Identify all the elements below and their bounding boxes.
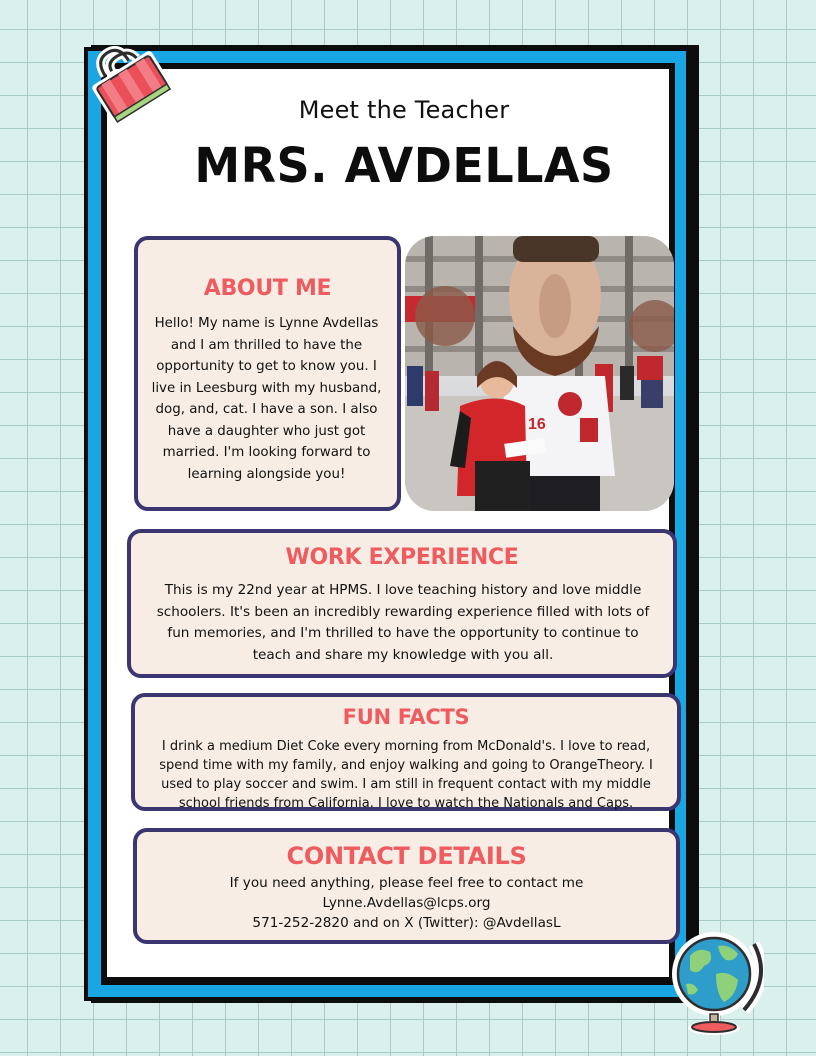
contact-details-heading: CONTACT DETAILS (286, 842, 527, 870)
binder-clip-icon (86, 40, 182, 136)
contact-line: If you need anything, please feel free to contact me (229, 875, 584, 891)
about-me-heading: ABOUT ME (203, 276, 332, 301)
page-title: MRS. AVDELLAS (194, 136, 614, 194)
jersey-number: 16 (528, 416, 546, 433)
work-experience-heading: WORK EXPERIENCE (285, 545, 519, 570)
about-me-text: Hello! My name is Lynne Avdellas and I am thrilled to have the opportunity to get to know you. I live in Leesburg with my husband, dog, and, cat. I have a son. I also have a daughter who just got married. I'm looking forward to learning alongside you! (151, 316, 382, 482)
fun-facts-card (131, 693, 681, 811)
work-experience-card (127, 529, 677, 678)
contact-phone-social: 571-252-2820 and on X (Twitter): @AvdellasL (252, 915, 561, 931)
globe-icon (668, 926, 764, 1036)
fun-facts-heading: FUN FACTS (342, 705, 470, 729)
contact-details-text (137, 873, 676, 933)
fun-facts-text: I drink a medium Diet Coke every morning from McDonald's. I love to read, spend time with my family, and enjoy walking and going to OrangeTheory. I used to play soccer and swim. I am still in frequent contact with my middle school friends from California. I love to watch the Nationals and Caps. (159, 739, 653, 811)
contact-email: Lynne.Avdellas@lcps.org (322, 895, 491, 911)
contact-details-card (133, 828, 680, 944)
teacher-photo (405, 236, 674, 511)
work-experience-text: This is my 22nd year at HPMS. I love teaching history and love middle schoolers. It's been an incredibly rewarding experience filled with lots of fun memories, and I'm thrilled to have the opportunity to continue to teach and share my knowledge with you all. (156, 582, 650, 663)
page-subtitle: Meet the Teacher (298, 96, 510, 124)
about-me-card (134, 236, 401, 511)
